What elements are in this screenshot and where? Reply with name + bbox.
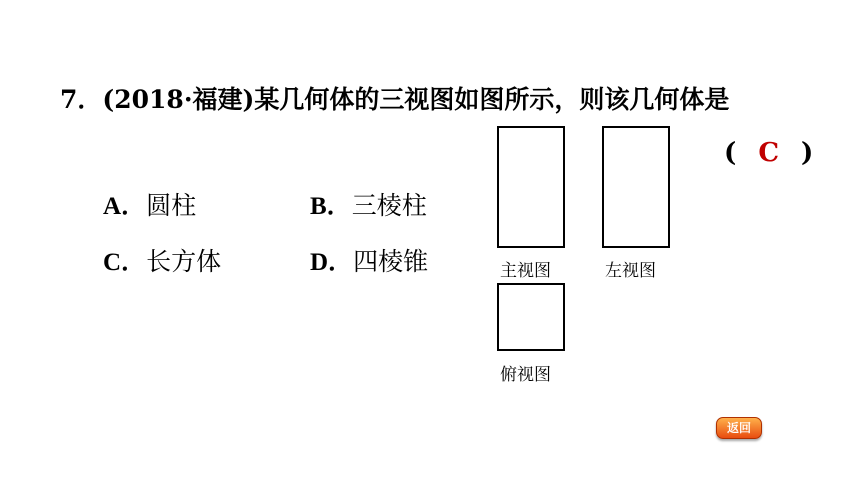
front-view-rectangle: [497, 126, 565, 248]
question-number: 7．: [60, 85, 103, 114]
top-view-square: [497, 283, 565, 351]
option-c: [103, 242, 221, 278]
option-d-text: 四棱锥: [353, 247, 429, 276]
option-b: [310, 186, 427, 222]
option-a-key: A．: [103, 193, 147, 220]
option-c-text: 长方体: [146, 247, 222, 276]
left-view-rectangle: [602, 126, 670, 248]
answer-open-paren: (: [724, 138, 737, 168]
option-b-key: B．: [310, 193, 352, 220]
option-a-text: 圆柱: [146, 191, 197, 220]
option-b-text: 三棱柱: [351, 191, 427, 220]
option-d: [310, 242, 428, 278]
answer-letter: C: [758, 138, 780, 168]
option-d-key: D．: [310, 249, 354, 276]
left-view-caption: 左视图: [605, 261, 656, 281]
question-text: (2018·福建)某几何体的三视图如图所示，则该几何体是: [102, 85, 730, 114]
question-stem: [60, 80, 729, 116]
option-a: [103, 186, 196, 222]
top-view-caption: 俯视图: [500, 365, 551, 385]
answer-close-paren: ): [801, 138, 814, 168]
answer-bracket: [724, 138, 813, 168]
front-view-caption: 主视图: [500, 261, 551, 281]
option-c-key: C．: [103, 249, 147, 276]
back-button[interactable]: 返回: [716, 417, 762, 439]
